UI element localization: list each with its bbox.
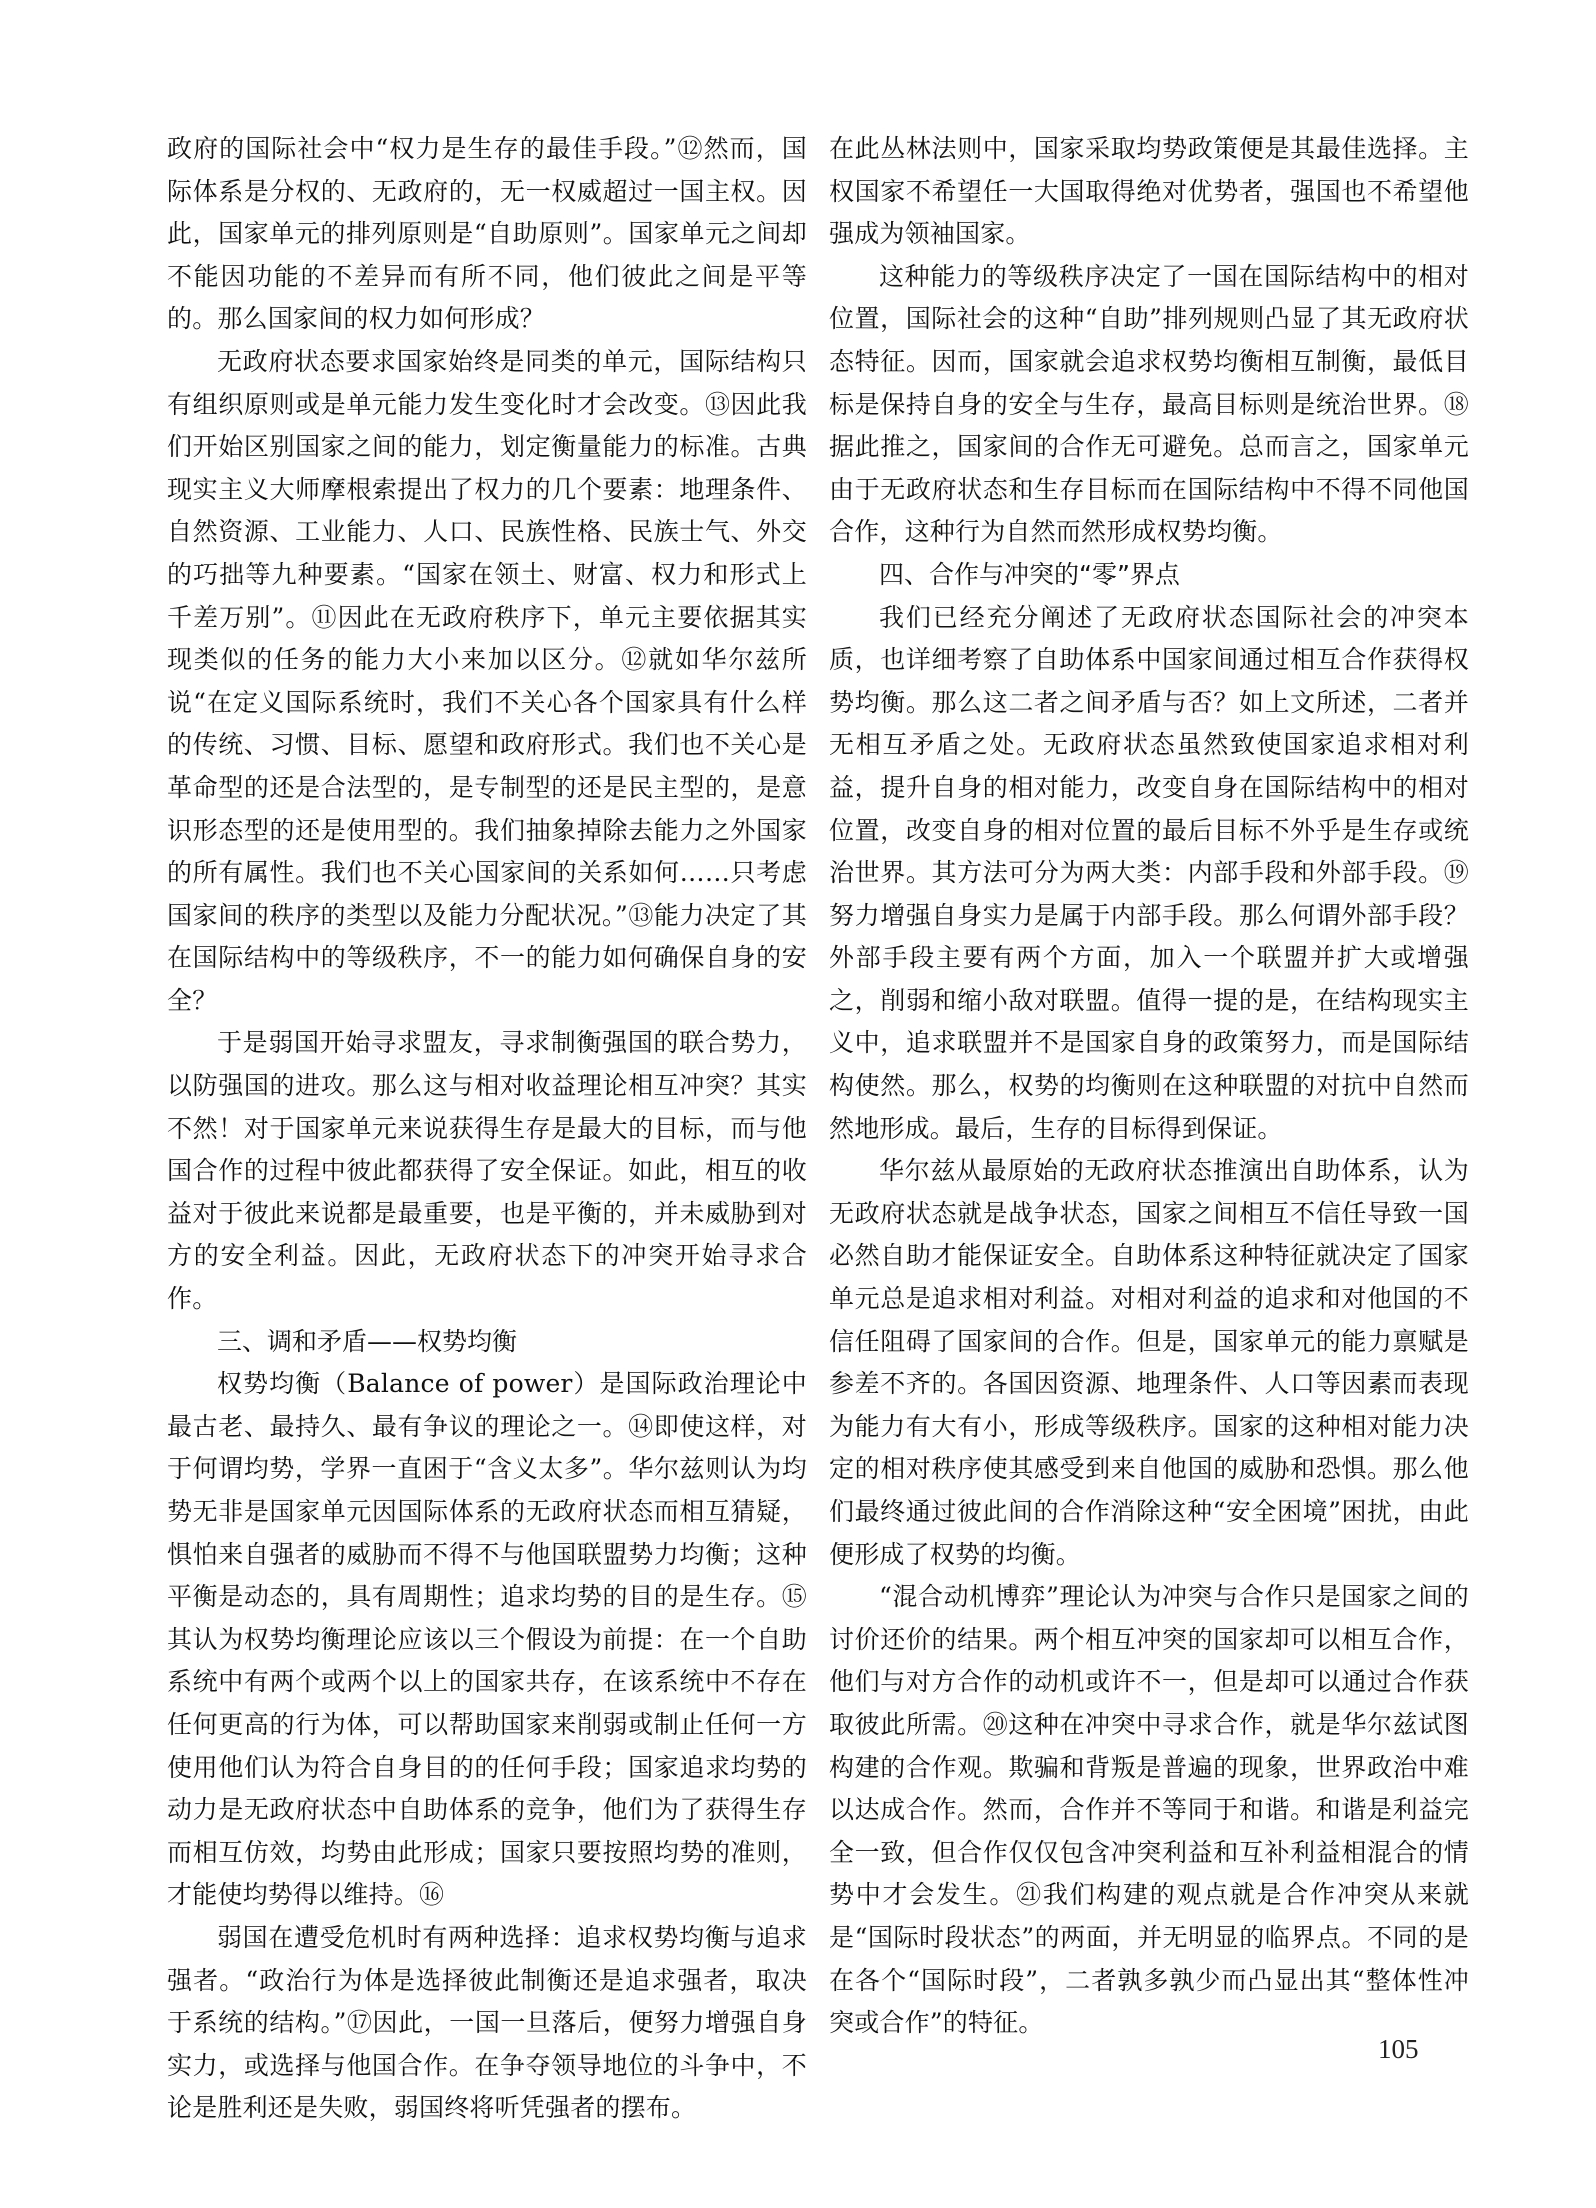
- paragraph: 华尔兹从最原始的无政府状态推演出自助体系，认为无政府状态就是战争状态，国家之间相互不信任导致一国必然自助才能保证安全。自助体系这种特征就决定了国家单元总是追求相对利益。对相对利益的追求和对他国的不信任阻碍了国家间的合作。但是，国家单元的能力禀赋是参差不齐的。各国因资源、地理条件、人口等因素而表现为能力有大有小，形成等级秩序。国家的这种相对能力决定的相对秩序使其感受到来自他国的威胁和恐惧。那么他们最终通过彼此间的合作消除这种“安全困境”困扰，由此便形成了权势的均衡。: [829, 1156, 1469, 1569]
- paragraph: 在此丛林法则中，国家采取均势政策便是其最佳选择。主权国家不希望任一大国取得绝对优势者，强国也不希望他强成为领袖国家。: [829, 134, 1469, 249]
- page-number: 105: [1378, 2034, 1419, 2064]
- section-heading: 三、调和矛盾——权势均衡: [217, 1326, 518, 1356]
- paragraph: 我们已经充分阐述了无政府状态国际社会的冲突本质，也详细考察了自助体系中国家间通过相互合作获得权势均衡。那么这二者之间矛盾与否？如上文所述，二者并无相互矛盾之处。无政府状态虽然致使国家追求相对利益，提升自身的相对能力，改变自身在国际结构中的相对位置，改变自身的相对位置的最后目标不外乎是生存或统治世界。其方法可分为两大类：内部手段和外部手段。⑲努力增强自身实力是属于内部手段。那么何谓外部手段？外部手段主要有两个方面，加入一个联盟并扩大或增强之，削弱和缩小敌对联盟。值得一提的是，在结构现实主义中，追求联盟并不是国家自身的政策努力，而是国际结构使然。那么，权势的均衡则在这种联盟的对抗中自然而然地形成。最后，生存的目标得到保证。: [829, 602, 1469, 1143]
- paragraph: 权势均衡（Balance of power）是国际政治理论中最古老、最持久、最有争议的理论之一。⑭即使这样，对于何谓均势，学界一直困于“含义太多”。华尔兹则认为均势无非是国家单元因国际体系的无政府状态而相互猜疑，惧怕来自强者的威胁而不得不与他国联盟势力均衡；这种平衡是动态的，具有周期性；追求均势的目的是生存。⑮其认为权势均衡理论应该以三个假设为前提：在一个自助系统中有两个或两个以上的国家共存，在该系统中不存在任何更高的行为体，可以帮助国家来削弱或制止任何一方使用他们认为符合自身目的的任何手段；国家追求均势的动力是无政府状态中自助体系的竞争，他们为了获得生存而相互仿效，均势由此形成；国家只要按照均势的准则，才能使均势得以维持。⑯: [167, 1369, 807, 1910]
- paragraph: “混合动机博弈”理论认为冲突与合作只是国家之间的讨价还价的结果。两个相互冲突的国家却可以相互合作，他们与对方合作的动机或许不一，但是却可以通过合作获取彼此所需。⑳这种在冲突中寻求合作，就是华尔兹试图构建的合作观。欺骗和背叛是普遍的现象，世界政治中难以达成合作。然而，合作并不等同于和谐。和谐是利益完全一致，但合作仅仅包含冲突利益和互补利益相混合的情势中才会发生。㉑我们构建的观点就是合作冲突从来就是“国际时段状态”的两面，并无明显的临界点。不同的是在各个“国际时段”，二者孰多孰少而凸显出其“整体性冲突或合作”的特征。: [829, 1582, 1469, 2038]
- right-column: [829, 128, 1469, 2045]
- paragraph: 政府的国际社会中“权力是生存的最佳手段。”⑫然而，国际体系是分权的、无政府的，无一权威超过一国主权。因此，国家单元的排列原则是“自助原则”。国家单元之间却不能因功能的不差异而有所不同，他们彼此之间是平等的。那么国家间的权力如何形成？: [167, 134, 807, 334]
- paragraph: 无政府状态要求国家始终是同类的单元，国际结构只有组织原则或是单元能力发生变化时才会改变。⑬因此我们开始区别国家之间的能力，划定衡量能力的标准。古典现实主义大师摩根索提出了权力的几个要素：地理条件、自然资源、工业能力、人口、民族性格、民族士气、外交的巧拙等九种要素。“国家在领土、财富、权力和形式上千差万别”。⑪因此在无政府秩序下，单元主要依据其实现类似的任务的能力大小来加以区分。⑫就如华尔兹所说“在定义国际系统时，我们不关心各个国家具有什么样的传统、习惯、目标、愿望和政府形式。我们也不关心是革命型的还是合法型的，是专制型的还是民主型的，是意识形态型的还是使用型的。我们抽象掉除去能力之外国家的所有属性。我们也不关心国家间的关系如何……只考虑国家间的秩序的类型以及能力分配状况。”⑬能力决定了其在国际结构中的等级秩序，不一的能力如何确保自身的安全？: [167, 346, 807, 1015]
- section-heading: 四、合作与冲突的“零”界点: [879, 559, 1180, 589]
- paragraph: 于是弱国开始寻求盟友，寻求制衡强国的联合势力，以防强国的进攻。那么这与相对收益理论相互冲突？其实不然！对于国家单元来说获得生存是最大的目标，而与他国合作的过程中彼此都获得了安全保证。如此，相互的收益对于彼此来说都是最重要，也是平衡的，并未威胁到对方的安全利益。因此，无政府状态下的冲突开始寻求合作。: [167, 1028, 807, 1314]
- paragraph: 弱国在遭受危机时有两种选择：追求权势均衡与追求强者。“政治行为体是选择彼此制衡还是追求强者，取决于系统的结构。”⑰因此，一国一旦落后，便努力增强自身实力，或选择与他国合作。在争夺领导地位的斗争中，不论是胜利还是失败，弱国终将听凭强者的摆布。: [167, 1922, 807, 2123]
- paragraph: 这种能力的等级秩序决定了一国在国际结构中的相对位置，国际社会的这种“自助”排列规则凸显了其无政府状态特征。因而，国家就会追求权势均衡相互制衡，最低目标是保持自身的安全与生存，最高目标则是统治世界。⑱据此推之，国家间的合作无可避免。总而言之，国家单元由于无政府状态和生存目标而在国际结构中不得不同他国合作，这种行为自然而然形成权势均衡。: [829, 261, 1469, 547]
- left-column: [167, 128, 807, 2130]
